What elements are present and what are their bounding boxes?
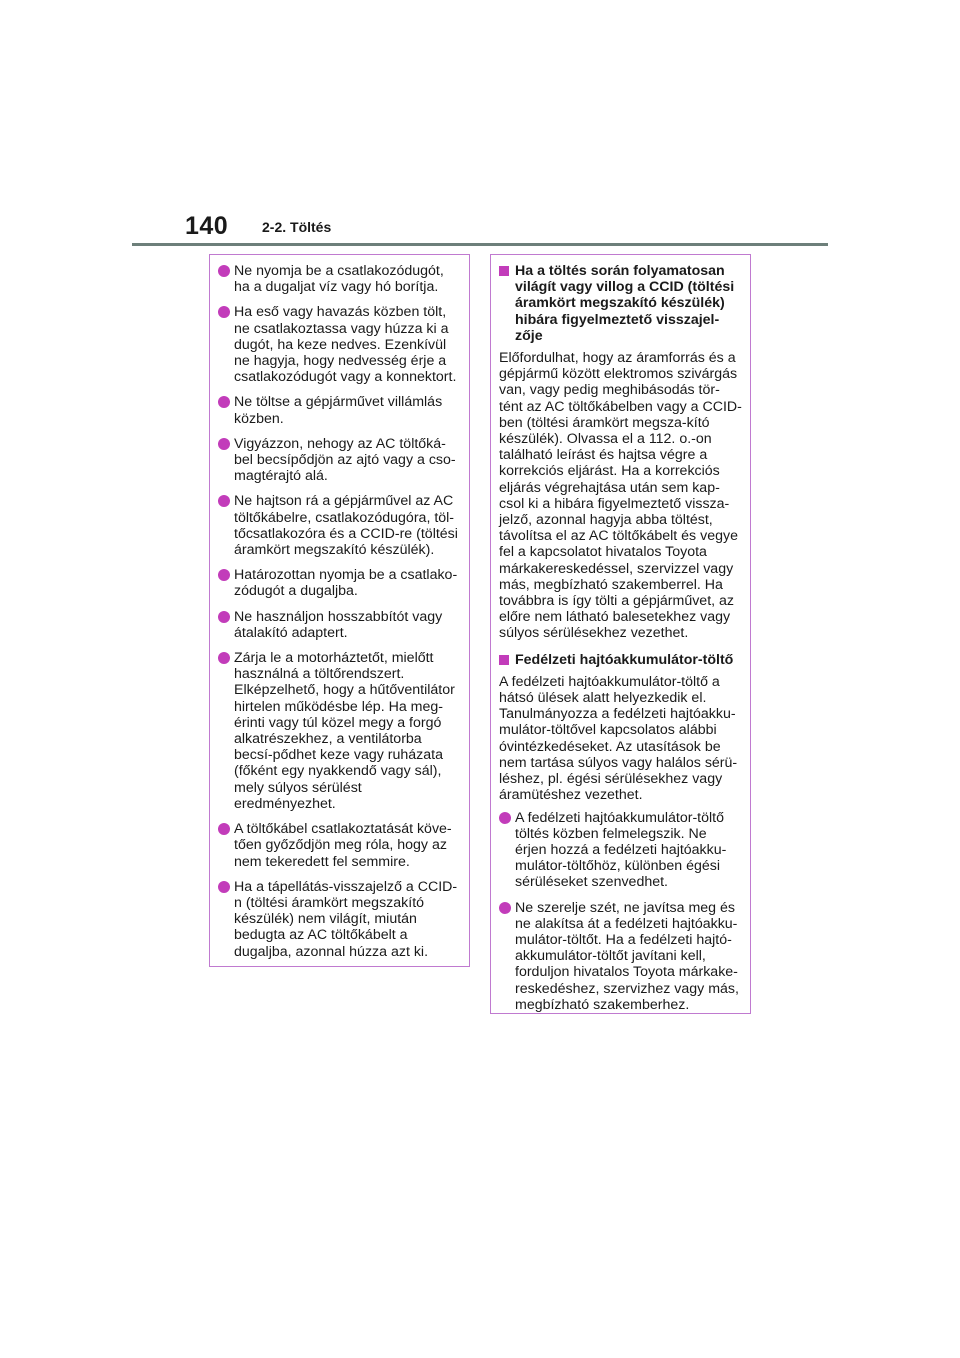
square-bullet-icon [499, 266, 509, 276]
bullet-dot-icon [499, 812, 511, 824]
bullet-dot-icon [218, 611, 230, 623]
bullet-item [218, 436, 461, 485]
bullet-dot-icon [218, 823, 230, 835]
bullet-text: Ne szerelje szét, ne javítsa meg és ne alakítsa át a fedélzeti hajtóakku-mulátor-töltőt. Ha a fedélzeti hajtó-akkumulátor-töltőt javítani kell, forduljon hivatalos Toyota márkake-reskedéshez, szervizhez vagy más, megbízható szakemberhez. [515, 899, 739, 1013]
bullet-text: A fedélzeti hajtóakkumulátor-töltő töltés közben felmelegszik. Ne érjen hozzá a fedélzeti hajtóakku-mulátor-töltőhöz, különben égési sérüléseket szenvedhet. [515, 809, 727, 891]
bullet-text: Ha a tápellátás-visszajelző a CCID-n (töltési áramkört megszakító készülék) nem világít, miután bedugta az AC töltőkábelt a dugaljba, azonnal húzza azt ki. [234, 878, 458, 960]
bullet-text: Ha eső vagy havazás közben tölt, ne csatlakoztassa vagy húzza ki a dugót, ha keze nedves. Ezenkívül ne hagyja, hogy nedvesség érje a csatlakozódugót vagy a konnektort. [234, 304, 457, 386]
bullet-text: A töltőkábel csatlakoztatását köve-tően győződjön meg róla, hogy az nem tekeredett fel semmire. [234, 821, 452, 870]
bullet-item [218, 879, 461, 960]
bullet-dot-icon [218, 438, 230, 450]
bullet-item [218, 609, 461, 641]
bullet-text: Ne hajtson rá a gépjárművel az AC töltőkábelre, csatlakozódugóra, töl-tőcsatlakozóra és a CCID-re (töltési áramkört megszakító készülék). [234, 493, 458, 559]
bullet-text: Ne nyomja be a csatlakozódugót, ha a dugaljat víz vagy hó borítja. [234, 263, 444, 296]
bullet-dot-icon [218, 396, 230, 408]
bullet-text: Vigyázzon, nehogy az AC töltőká-bel becsípődjön az ajtó vagy a cso-magtérajtó alá. [234, 435, 456, 485]
heading-text: Fedélzeti hajtóakkumulátor-töltő [515, 651, 734, 668]
bullet-item [218, 304, 461, 385]
bullet-item [218, 394, 461, 426]
page-number: 140 [185, 212, 229, 240]
section-body: Előfordulhat, hogy az áramforrás és a gépjármű között elektromos szivárgás van, vagy pedig meghibásodás tör-tént az AC töltőkábelben vagy a CCID-ben (töltési áramkört megsza-kító készülék). Olvassa el a 112. o.-on található leírást és hajtsa végre a korrekciós eljárást. Ha a korrekciós eljárás végrehajtása után sem kap-csol ki a hibára figyelmeztető vissza-jelző, azonnal hagyja abba töltést, távolítsa el az AC töltőkábelt és vegye fel a kapcsolatot hivatalos Toyota márkakereskedéssel, szervizzel vagy más, megbízható szakemberrel. Ha továbbra is így tölti a gépjárművet, az előre nem látható balesetekhez vagy súlyos sérülésekhez vezethet. [499, 350, 742, 642]
bullet-dot-icon [218, 306, 230, 318]
bullet-item [218, 493, 461, 558]
section-heading [499, 263, 742, 344]
section-title: 2-2. Töltés [262, 219, 332, 235]
bullet-item [499, 900, 742, 1013]
bullet-item [499, 810, 742, 891]
bullet-dot-icon [499, 902, 511, 914]
heading-text: Ha a töltés során folyamatosan világít vagy villog a CCID (töltési áramkört megszakító készülék) hibára figyelmeztető visszajel-zője [515, 263, 735, 344]
bullet-dot-icon [218, 881, 230, 893]
bullet-item [218, 821, 461, 870]
header-rule [132, 243, 828, 246]
bullet-item [218, 263, 461, 295]
bullet-text: Ne használjon hosszabbítót vagy átalakító adaptert. [234, 608, 443, 641]
bullet-dot-icon [218, 652, 230, 664]
section-heading [499, 652, 742, 668]
bullet-item [218, 650, 461, 812]
bullet-text: Határozottan nyomja be a csatlako-zódugót a dugaljba. [234, 567, 458, 600]
bullet-text: Ne töltse a gépjárművet villámlás közben. [234, 394, 443, 427]
bullet-dot-icon [218, 495, 230, 507]
bullet-dot-icon [218, 569, 230, 581]
bullet-item [218, 567, 461, 599]
bullet-text: Zárja le a motorháztetőt, mielőtt használná a töltőrendszert. Elképzelhető, hogy a hűtőventilátor hirtelen működésbe lép. Ha meg-érinti vagy túl közel megy a forgó alkatrészekhez, a ventilátorba becsí-pődhet keze vagy ruházata (főként egy nyakkendő vagy sál), mely súlyos sérülést eredményezhet. [234, 650, 455, 812]
section-body: A fedélzeti hajtóakkumulátor-töltő a hátsó ülések alatt helyezkedik el. Tanulmányozza a fedélzeti hajtóakku-mulátor-töltővel kapcsolatos alábbi óvintézkedéseket. Az utasítások be nem tartása súlyos vagy halálos sérü-léshez, pl. égési sérülésekhez vagy áramütéshez vezethet. [499, 673, 738, 804]
warning-box-right [490, 254, 751, 1014]
bullet-dot-icon [218, 265, 230, 277]
warning-box-left [209, 254, 470, 967]
square-bullet-icon [499, 655, 509, 665]
